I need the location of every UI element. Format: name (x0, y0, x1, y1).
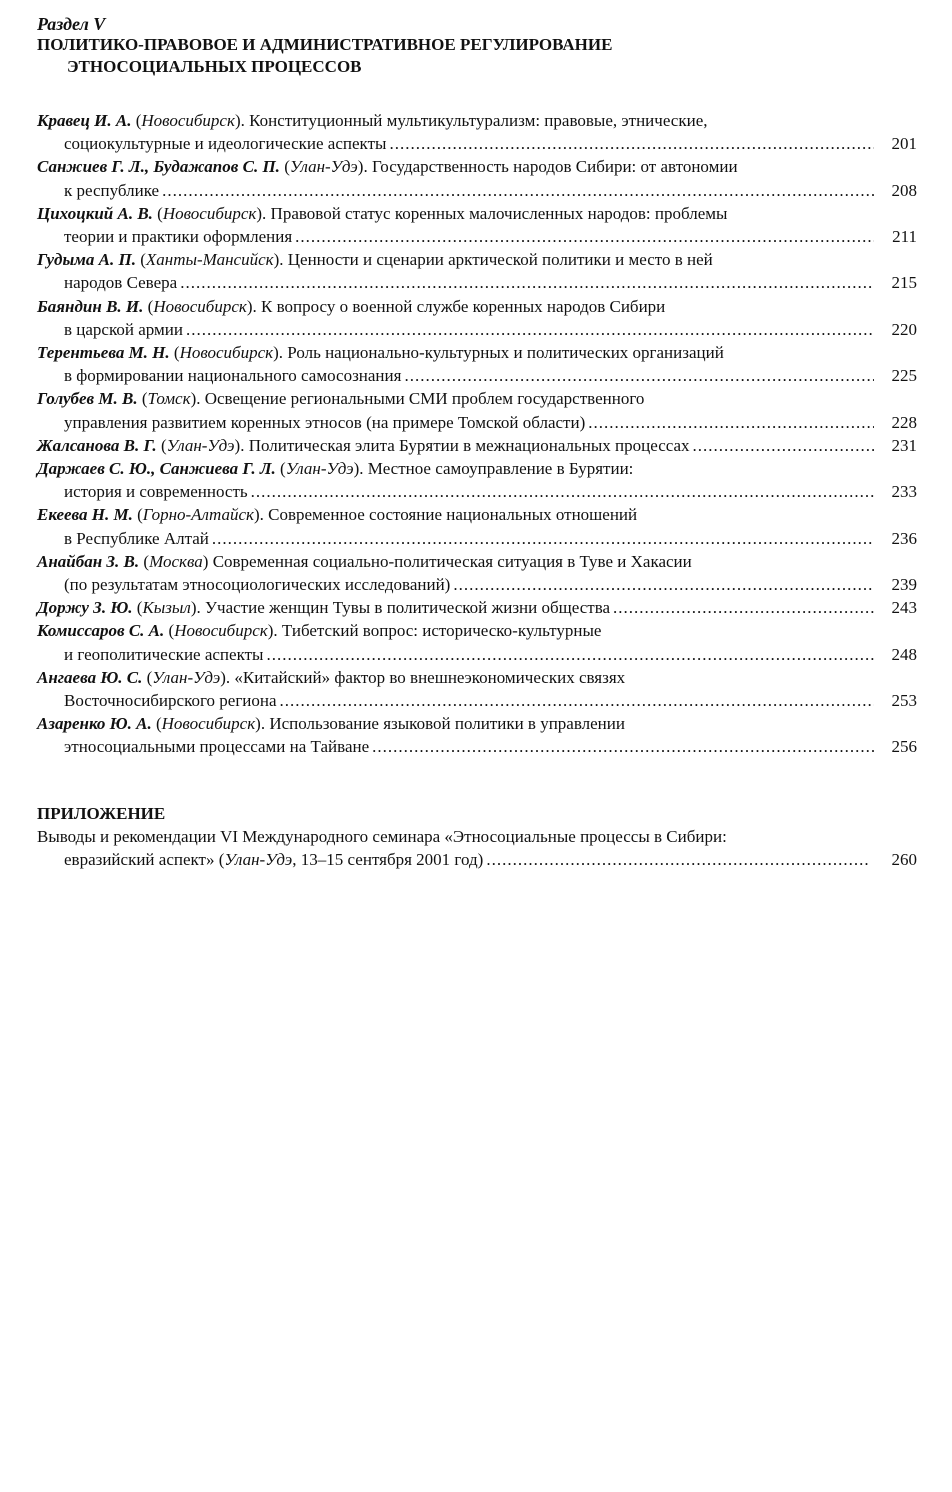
toc-title-continued: социокультурные и идеологические аспекты (64, 134, 387, 154)
toc-author: Кравец И. А. (37, 111, 132, 130)
toc-title-continued: народов Севера (64, 273, 178, 293)
dot-leader (389, 132, 874, 155)
dot-leader (295, 225, 874, 248)
section-title-line1: ПОЛИТИКО-ПРАВОВОЕ И АДМИНИСТРАТИВНОЕ РЕГУЛИРОВАНИЕ (37, 35, 613, 54)
toc-author: Анайбан З. В. (37, 551, 140, 571)
toc-entry (37, 596, 917, 619)
section-title (37, 34, 917, 78)
page-number: 228 (891, 412, 917, 432)
toc-entry-line (37, 596, 917, 619)
toc-title: . Правовой статус коренных малочисленных народов: проблемы (262, 203, 728, 223)
dot-leader (266, 643, 874, 666)
toc-title-continued: история и современность (64, 482, 248, 502)
page-number: 201 (891, 134, 917, 154)
toc-author: Голубев М. В. (37, 389, 138, 409)
page-number: 215 (891, 273, 917, 293)
dot-leader (486, 848, 870, 871)
toc-author: Доржу З. Ю. (37, 598, 133, 618)
toc-author: Гудыма А. П. (37, 250, 136, 270)
toc-entry-text: Комиссаров С. А. (Новосибирск). Тибетский вопрос: историческо-культурные (37, 621, 602, 641)
toc-title: . Местное самоуправление в Бурятии: (359, 459, 634, 479)
toc-title-continued: теории и практики оформления (64, 227, 293, 247)
toc-city: Кызыл (142, 598, 191, 618)
section-header (37, 14, 917, 78)
toc-entry-text: Доржу З. Ю. (Кызыл). Участие женщин Тувы в политической жизни общества (37, 598, 611, 618)
page-number: 248 (891, 644, 917, 664)
toc-author: Комиссаров С. А. (37, 621, 165, 641)
toc-entry-line2 (37, 318, 917, 341)
toc-entry-text: Баяндин В. И. (Новосибирск). К вопросу о военной службе коренных народов Сибири (37, 296, 666, 316)
toc-entry-line2 (37, 643, 917, 666)
toc-title-continued: этносоциальными процессами на Тайване (64, 737, 370, 757)
toc-city: Новосибирск (162, 203, 257, 223)
appendix-city: Улан-Удэ (224, 850, 293, 870)
toc-title: . Политическая элита Бурятии в межнациональных процессах (240, 435, 690, 455)
toc-entry (37, 434, 917, 457)
toc-entry-text: Гудыма А. П. (Ханты-Мансийск). Ценности и сценарии арктической политики и место в ней (37, 250, 713, 270)
toc-entry-line2 (37, 527, 917, 550)
toc-entry-line2 (37, 735, 917, 758)
toc-entry-line2 (37, 689, 917, 712)
toc-entry-line (37, 434, 917, 457)
toc-title-continued: в формировании национального самосознания (64, 366, 402, 386)
toc-city: Улан-Удэ (166, 435, 235, 455)
toc-entry-text: Екеева Н. М. (Горно-Алтайск). Современное состояние национальных отношений (37, 505, 638, 525)
toc-entry-line2 (37, 364, 917, 387)
toc-title: . Тибетский вопрос: историческо-культурные (273, 621, 602, 641)
toc-author: Ангаева Ю. С. (37, 667, 143, 687)
toc-author: Цихоцкий А. В. (37, 203, 153, 223)
page-number: 239 (891, 575, 917, 595)
dot-leader (162, 179, 874, 202)
toc-city: Новосибирск (179, 343, 274, 363)
toc-city: Новосибирск (161, 714, 256, 734)
toc-entry-text: Санжиев Г. Л., Будажапов С. П. (Улан-Удэ). Государственность народов Сибири: от автономии (37, 157, 738, 177)
toc-entry-line2 (37, 179, 917, 202)
dot-leader (693, 434, 874, 457)
appendix-text-after: , 13–15 сентября 2001 год) (292, 850, 484, 870)
toc-author: Екеева Н. М. (37, 505, 133, 525)
toc-city: Новосибирск (153, 296, 247, 316)
page-number: 253 (891, 691, 917, 711)
toc-entry (37, 712, 917, 758)
section-label: Раздел V (37, 14, 106, 34)
toc-city: Улан-Удэ (289, 157, 358, 177)
toc-entry-text: Жалсанова В. Г. (Улан-Удэ). Политическая элита Бурятии в межнациональных процессах (37, 435, 690, 455)
toc-entry (37, 503, 917, 549)
toc-city: Новосибирск (174, 621, 268, 641)
dot-leader (212, 527, 874, 550)
page-number: 208 (891, 180, 917, 200)
page-number: 211 (892, 227, 917, 247)
toc-title: . Современное состояние национальных отношений (259, 505, 638, 525)
toc-entry (37, 202, 917, 248)
toc-entry-text: Азаренко Ю. А. (Новосибирск). Использование языковой политики в управлении (37, 714, 625, 734)
toc-entry (37, 550, 917, 596)
dot-leader (404, 364, 874, 387)
toc-entry (37, 387, 917, 433)
appendix-title: ПРИЛОЖЕНИЕ (37, 804, 166, 823)
toc-entry-line2 (37, 411, 917, 434)
dot-leader (613, 596, 874, 619)
toc-entry-text: Ангаева Ю. С. (Улан-Удэ). «Китайский» фактор во внешнеэкономических связях (37, 667, 626, 687)
appendix-entry-line2 (37, 848, 917, 871)
toc-entry-line2 (37, 573, 917, 596)
page-number: 256 (891, 737, 917, 757)
toc-entry (37, 341, 917, 387)
toc-city: Ханты-Мансийск (145, 250, 274, 270)
toc-entry-line2 (37, 480, 917, 503)
toc-city: Улан-Удэ (152, 667, 221, 687)
toc-entry-line2 (37, 225, 917, 248)
dot-leader (280, 689, 874, 712)
page-number: 225 (891, 366, 917, 386)
toc-author: Даржаев С. Ю., Санжиева Г. Л. (37, 459, 276, 479)
toc-city: Томск (147, 389, 191, 409)
dot-leader (251, 480, 874, 503)
dot-leader (180, 271, 874, 294)
toc-entry-line2 (37, 271, 917, 294)
toc-title: . К вопросу о военной службе коренных народов Сибири (252, 296, 666, 316)
toc-author: Жалсанова В. Г. (37, 435, 157, 455)
appendix-entry (37, 825, 917, 871)
toc-title-continued: к республике (64, 180, 160, 200)
toc-city: Москва (149, 551, 203, 571)
toc-entry (37, 109, 917, 155)
appendix-entry-line1: Выводы и рекомендации VI Международного семинара «Этносоциальные процессы в Сибири: (37, 827, 727, 846)
appendix-entry-text (64, 848, 483, 871)
toc-entry-text: Терентьева М. Н. (Новосибирск). Роль национально-культурных и политических организаций (37, 343, 724, 363)
dot-leader (186, 318, 874, 341)
toc-title-continued: в царской армии (64, 319, 183, 339)
toc-title: Современная социально-политическая ситуация в Туве и Хакасии (208, 551, 692, 571)
toc-entry (37, 666, 917, 712)
toc-entry (37, 248, 917, 294)
toc-entry (37, 295, 917, 341)
toc-title-continued: управления развитием коренных этносов (на примере Томской области) (64, 412, 586, 432)
appendix (37, 803, 917, 871)
toc-title: . Роль национально-культурных и политических организаций (278, 343, 724, 363)
toc-title-continued: (по результатам этносоциологических исследований) (64, 575, 451, 595)
page-number: 260 (891, 850, 917, 870)
toc-entry (37, 155, 917, 201)
toc-entry-text: Даржаев С. Ю., Санжиева Г. Л. (Улан-Удэ). Местное самоуправление в Бурятии: (37, 459, 634, 479)
page-number: 231 (891, 435, 917, 455)
page-number: 220 (891, 319, 917, 339)
toc-author: Терентьева М. Н. (37, 343, 170, 363)
toc-title: . Государственность народов Сибири: от автономии (363, 157, 738, 177)
toc-title: . Конституционный мультикультурализм: правовые, этнические, (240, 111, 708, 130)
toc-city: Улан-Удэ (285, 459, 354, 479)
toc-title-continued: Восточносибирского региона (64, 691, 277, 711)
table-of-contents (37, 109, 917, 759)
toc-title: . Использование языковой политики в управлении (260, 714, 625, 734)
toc-city: Новосибирск (141, 111, 235, 130)
section-title-line2: ЭТНОСОЦИАЛЬНЫХ ПРОЦЕССОВ (67, 57, 362, 76)
toc-entry-text: Кравец И. А. (Новосибирск). Конституционный мультикультурализм: правовые, этнические, (37, 111, 708, 130)
toc-entry-line2 (37, 132, 917, 155)
toc-entry-text: Анайбан З. В. (Москва) Современная социально-политическая ситуация в Туве и Хакасии (37, 551, 692, 571)
dot-leader (372, 735, 874, 758)
toc-entry-text: Цихоцкий А. В. (Новосибирск). Правовой статус коренных малочисленных народов: проблемы (37, 203, 728, 223)
page-number: 243 (891, 598, 917, 618)
toc-city: Горно-Алтайск (142, 505, 254, 525)
toc-title: . «Китайский» фактор во внешнеэкономических связях (225, 667, 626, 687)
toc-title: . Участие женщин Тувы в политической жизни общества (196, 598, 611, 618)
toc-entry-text: Голубев М. В. (Томск). Освещение региональными СМИ проблем государственного (37, 389, 645, 409)
page-number: 233 (891, 482, 917, 502)
appendix-text-before: евразийский аспект» ( (64, 850, 225, 870)
dot-leader (453, 573, 874, 596)
toc-entry (37, 457, 917, 503)
toc-title: . Освещение региональными СМИ проблем государственного (196, 389, 645, 409)
toc-title: . Ценности и сценарии арктической политики и место в ней (279, 250, 713, 270)
toc-author: Азаренко Ю. А. (37, 714, 152, 734)
toc-title-continued: в Республике Алтай (64, 528, 209, 548)
page-number: 236 (891, 528, 917, 548)
toc-entry (37, 619, 917, 665)
dot-leader (588, 411, 874, 434)
toc-title-continued: и геополитические аспекты (64, 644, 264, 664)
toc-author: Баяндин В. И. (37, 296, 144, 316)
toc-author: Санжиев Г. Л., Будажапов С. П. (37, 157, 280, 177)
